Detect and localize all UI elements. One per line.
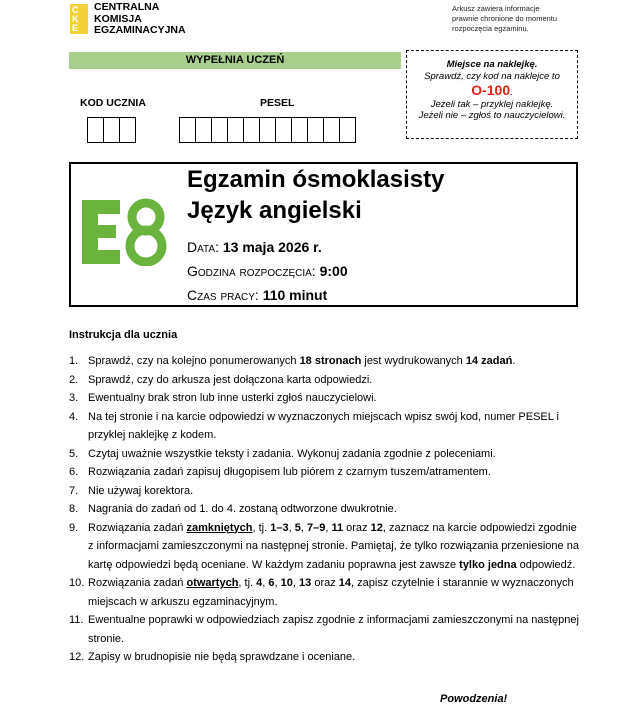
logo-letter: E — [72, 23, 79, 33]
pesel-boxes[interactable] — [179, 117, 355, 143]
instruction-emphasis: otwartych — [186, 577, 239, 589]
instruction-text — [88, 648, 579, 667]
instruction-number: 8. — [69, 503, 79, 515]
instruction-text-run: Nagrania do zadań od 1. do 4. zostaną odtworzone dwukrotnie. — [88, 503, 397, 515]
instruction-item — [69, 482, 579, 501]
instruction-emphasis: 11 — [331, 521, 344, 534]
instruction-text-run: Nie używaj korektora. — [88, 484, 194, 497]
pesel-box[interactable] — [259, 117, 276, 143]
instruction-item — [69, 648, 579, 667]
instruction-emphasis: 18 stronach — [299, 355, 362, 367]
instruction-text-run: , — [288, 521, 295, 534]
instruction-number: 10. — [69, 577, 85, 589]
org-name-line: CENTRALNA — [94, 1, 160, 13]
sticker-code — [407, 82, 577, 99]
cke-logo-mark — [70, 4, 88, 34]
instruction-number: 12. — [69, 651, 85, 663]
instruction-text — [88, 463, 579, 482]
e8-logo — [80, 198, 172, 266]
instruction-text — [88, 408, 579, 445]
sticker-instruction-yes: Jeżeli tak – przyklej naklejkę. — [430, 98, 554, 110]
exam-date-label: Data: — [187, 239, 219, 255]
exam-date-value: 13 maja 2026 r. — [222, 239, 322, 255]
instruction-text — [88, 371, 579, 390]
instruction-emphasis: 6 — [268, 577, 275, 589]
instruction-text-run: oraz — [311, 577, 339, 589]
instruction-text-run: jest wydrukowanych — [361, 355, 466, 367]
instruction-text-run: , tj. — [238, 577, 257, 589]
instruction-text-run: , — [274, 577, 281, 589]
instruction-item — [69, 611, 579, 648]
instruction-text-run: Rozwiązania zadań zapisuj długopisem lub piórem z czarnym tuszem/atramentem. — [88, 466, 491, 478]
instruction-item — [69, 463, 579, 482]
instruction-item — [69, 519, 579, 575]
instruction-text-run: Na tej stronie i na karcie odpowiedzi w wyznaczonych miejscach wpisz swój kod, numer PESEL i przyklej naklejkę z kodem. — [88, 410, 559, 441]
pesel-box[interactable] — [227, 117, 244, 143]
instruction-text-run: , — [262, 577, 269, 589]
instruction-text-run: odpowiedź. — [516, 558, 576, 571]
instruction-text — [88, 519, 579, 575]
instruction-text-run: Czytaj uważnie wszystkie teksty i zadania. Wykonuj zadania zgodnie z poleceniami. — [88, 447, 496, 460]
exam-start-time-label: Godzina rozpoczęcia: — [187, 263, 316, 279]
org-name-line: EGZAMINACYJNA — [94, 24, 186, 36]
org-name-line: KOMISJA — [94, 12, 142, 25]
instruction-number: 11. — [69, 614, 84, 626]
exam-date — [187, 238, 322, 256]
instruction-text-run: Ewentualne poprawki w odpowiedziach zapisz zgodnie z informacjami zamieszczonymi na następnej stronie. — [88, 614, 579, 645]
instruction-text-run: , — [300, 521, 307, 534]
instruction-item — [69, 500, 579, 519]
instruction-number: 9. — [69, 521, 79, 534]
instruction-text — [88, 352, 579, 371]
instruction-emphasis: 10 — [280, 577, 293, 589]
student-code-label: KOD UCZNIA — [80, 97, 146, 109]
student-fill-banner: WYPEŁNIA UCZEŃ — [69, 52, 401, 69]
instruction-item — [69, 445, 579, 464]
sticker-area — [406, 50, 578, 139]
instruction-text-run: , — [292, 577, 300, 589]
instruction-emphasis: zamkniętych — [186, 521, 253, 534]
sticker-instruction: Sprawdź, czy kod na naklejce to — [424, 70, 560, 82]
pesel-box[interactable] — [211, 117, 228, 143]
pesel-box[interactable] — [323, 117, 340, 143]
instruction-emphasis: 14 — [338, 577, 352, 589]
instruction-text-run: , tj. — [252, 521, 271, 534]
instruction-text — [88, 389, 579, 408]
logo-letter: C — [72, 5, 79, 15]
instructions-title: Instrukcja dla ucznia — [69, 329, 178, 341]
exam-duration — [187, 286, 327, 304]
instruction-text-run: oraz — [343, 521, 371, 534]
instruction-number: 5. — [69, 447, 79, 460]
exam-start-time-value: 9:00 — [319, 263, 348, 279]
exam-duration-label: Czas pracy: — [187, 287, 259, 303]
instruction-text-run: Sprawdź, czy do arkusza jest dołączona karta odpowiedzi. — [88, 373, 373, 386]
sticker-code-value: O-100 — [471, 82, 511, 98]
pesel-box[interactable] — [307, 117, 324, 143]
instruction-text-run: , — [325, 521, 332, 534]
instruction-number: 7. — [69, 484, 79, 497]
instruction-number: 6. — [69, 466, 79, 478]
sticker-code-suffix: . — [510, 87, 513, 98]
closing-message: Powodzenia! — [440, 693, 508, 705]
cke-logo — [70, 2, 210, 42]
instruction-text-run: Zapisy w brudnopisie nie będą sprawdzane i oceniane. — [88, 651, 356, 663]
org-name — [94, 2, 186, 37]
copyright-notice — [452, 4, 602, 34]
instruction-item — [69, 389, 579, 408]
instruction-text-run: Sprawdź, czy na kolejno ponumerowanych — [88, 355, 300, 367]
copyright-line: prawnie chronione do momentu — [452, 14, 558, 23]
pesel-box[interactable] — [339, 117, 356, 143]
logo-letter: K — [72, 14, 79, 24]
instruction-text — [88, 611, 579, 648]
instruction-emphasis: 14 zadań — [465, 355, 513, 367]
instruction-text-run: Ewentualny brak stron lub inne usterki zgłoś nauczycielowi. — [88, 392, 377, 404]
instruction-emphasis: 12 — [370, 521, 383, 534]
instruction-emphasis: 13 — [299, 577, 312, 589]
copyright-line: rozpoczęcia egzaminu. — [452, 24, 529, 33]
pesel-box[interactable] — [243, 117, 260, 143]
exam-start-time — [187, 262, 348, 280]
instruction-emphasis: 1–3 — [270, 521, 289, 534]
instruction-emphasis: 7–9 — [306, 521, 326, 534]
instruction-emphasis: 4 — [256, 577, 263, 589]
instruction-item — [69, 371, 579, 390]
pesel-label: PESEL — [260, 97, 295, 109]
sticker-instruction-no: Jeżeli nie – zgłoś to nauczycielowi. — [418, 110, 566, 121]
copyright-line: Arkusz zawiera informacje — [452, 4, 540, 13]
instruction-text — [88, 500, 579, 519]
sticker-title: Miejsce na naklejkę. — [446, 59, 538, 70]
exam-duration-value: 110 minut — [262, 287, 328, 303]
exam-subject: Język angielski — [187, 197, 362, 224]
pesel-box[interactable] — [275, 117, 292, 143]
instruction-number: 1. — [69, 355, 79, 367]
instruction-text-run: Rozwiązania zadań — [88, 521, 187, 534]
instruction-item — [69, 574, 579, 611]
instruction-text-run: Rozwiązania zadań — [88, 577, 187, 589]
e8-logo-e — [82, 200, 120, 264]
instruction-number: 3. — [69, 392, 79, 404]
instruction-text — [88, 445, 579, 464]
instruction-text — [88, 574, 579, 611]
student-code-box[interactable] — [119, 117, 136, 143]
instructions-list — [69, 352, 579, 667]
instruction-emphasis: tylko jedna — [459, 558, 517, 571]
instruction-number: 2. — [69, 373, 79, 386]
instruction-item — [69, 408, 579, 445]
instruction-item — [69, 352, 579, 371]
instruction-text-run: , zaznacz na karcie odpowiedzi zgodnie z informacjami zamieszczonymi na następnej stronie. Pamiętaj, że tylko rozwiązania przeniesione na kartę odpowiedzi będą oceniane. W każdym zadaniu poprawna jest zawsze — [88, 521, 579, 571]
exam-title: Egzamin ósmoklasisty — [187, 166, 445, 193]
pesel-box[interactable] — [291, 117, 308, 143]
student-code-boxes[interactable] — [87, 117, 135, 143]
instruction-text-run: , zapisz czytelnie i starannie w wyznaczonych miejscach w arkuszu egzaminacyjnym. — [88, 577, 574, 608]
student-code-box[interactable] — [103, 117, 120, 143]
instruction-text-run: . — [512, 355, 516, 367]
instruction-text — [88, 482, 579, 501]
student-code-box[interactable] — [87, 117, 104, 143]
pesel-box[interactable] — [195, 117, 212, 143]
pesel-box[interactable] — [179, 117, 196, 143]
instruction-emphasis: 5 — [294, 521, 301, 534]
instruction-number: 4. — [69, 410, 79, 423]
